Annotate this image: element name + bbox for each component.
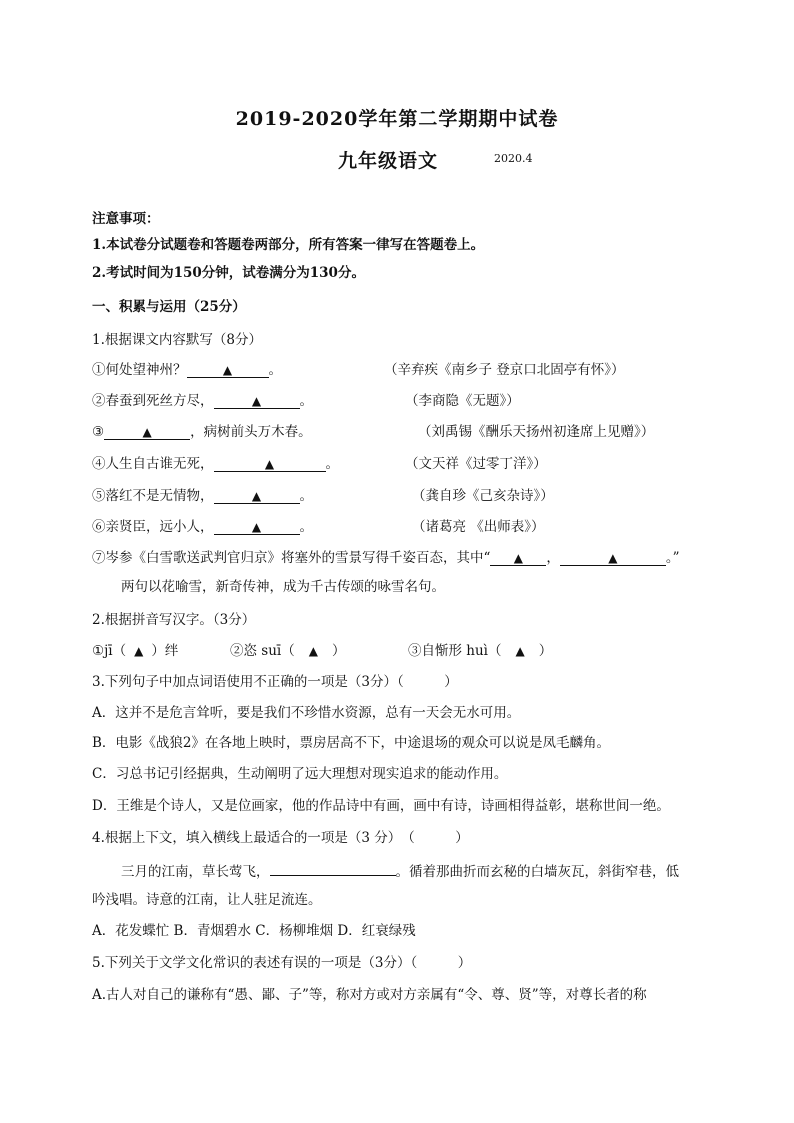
answer-blank: ▲ [560,551,666,566]
q1-line-1: ①何处望神州？ ▲ 。 [92,362,282,378]
q1-line-4: ④人生自古谁无死， ▲ 。 [92,456,339,472]
q1-line-3: ③ ▲ ，病树前头万木春。 [92,424,312,440]
q3-stem: 3.下列句子中加点词语使用不正确的一项是（3分）（ ） [92,674,458,690]
answer-blank: ▲ [214,457,326,472]
notice-heading: 注意事项： [92,211,160,227]
q1-source-1: （辛弃疾《南乡子 登京口北固亭有怀》） [384,362,625,378]
q2-item-b: ②恣 suī（ ▲ ） [230,643,346,659]
answer-blank: ▲ [104,425,190,440]
q1-line-7-cont: 两句以花喻雪，新奇传神，成为千古传颂的咏雪名句。 [121,579,445,595]
q1-stem: 1.根据课文内容默写（8分） [92,332,262,348]
exam-subtitle: 九年级语文 [338,150,439,172]
section1-heading: 一、积累与运用（25分） [92,299,246,315]
q5-option-a: A.古人对自己的谦称有“愚、鄙、子”等，称对方或对方亲属有“令、尊、贤”等，对尊长者的称 [92,987,647,1003]
q3-option-d: D．王维是个诗人，又是位画家，他的作品诗中有画，画中有诗，诗画相得益彰，堪称世间一绝。 [92,798,670,814]
q1-line-6: ⑥亲贤臣，远小人， ▲ 。 [92,519,313,535]
q1-source-5: （龚自珍《己亥杂诗》） [412,488,554,504]
exam-date: 2020.4 [494,152,533,165]
q1-source-3: （刘禹锡《酬乐天扬州初逢席上见赠》） [418,424,655,440]
q1-line-2: ②春蚕到死丝方尽， ▲ 。 [92,393,313,409]
q4-options: A．花发蝶忙 B．青烟碧水 C．杨柳堆烟 D．红衰绿残 [92,923,416,939]
answer-blank [270,861,396,876]
q1-source-6: （诸葛亮 《出师表》） [412,519,545,535]
q1-line-5: ⑤落红不是无情物， ▲ 。 [92,488,313,504]
notice-item-2: 2.考试时间为150分钟，试卷满分为130分。 [92,265,365,281]
answer-blank: ▲ [490,551,546,566]
q1-source-4: （文天祥《过零丁洋》） [405,456,547,472]
answer-blank: ▲ [214,394,300,409]
q1-line-7: ⑦岑参《白雪歌送武判官归京》将塞外的雪景写得千姿百态，其中“ ▲ ， ▲ 。” [92,550,680,566]
q4-stem: 4.根据上下文，填入横线上最适合的一项是（3 分） （ ） [92,830,469,846]
subtitle-row [0,146,794,176]
q4-paragraph: 三月的江南，草长莺飞， 。循着那曲折而玄秘的白墙灰瓦，斜街窄巷，低 [121,861,679,881]
q3-option-a: A．这并不是危言耸听，要是我们不珍惜水资源，总有一天会无水可用。 [92,705,521,721]
q2-item-c: ③自惭形 huì（ ▲ ） [408,643,553,659]
q2-item-a: ①jī（ ▲ ）绊 [92,643,179,659]
answer-blank: ▲ [214,489,300,504]
exam-title: 2019-2020学年第二学期期中试卷 [235,108,559,130]
q5-stem: 5.下列关于文学文化常识的表述有误的一项是（3分）（ ） [92,955,472,971]
q1-source-2: （李商隐《无题》） [405,393,520,409]
answer-blank: ▲ [187,363,269,378]
q3-option-b: B．电影《战狼2》在各地上映时，票房居高不下，中途退场的观众可以说是凤毛麟角。 [92,735,611,751]
notice-item-1: 1.本试卷分试题卷和答题卷两部分，所有答案一律写在答题卷上。 [92,237,485,253]
q4-paragraph-cont: 吟浅唱。诗意的江南，让人驻足流连。 [92,892,322,908]
q3-option-c: C．习总书记引经据典，生动阐明了远大理想对现实追求的能动作用。 [92,766,508,782]
answer-blank: ▲ [214,520,300,535]
q2-stem: 2.根据拼音写汉字。（3分） [92,612,256,628]
